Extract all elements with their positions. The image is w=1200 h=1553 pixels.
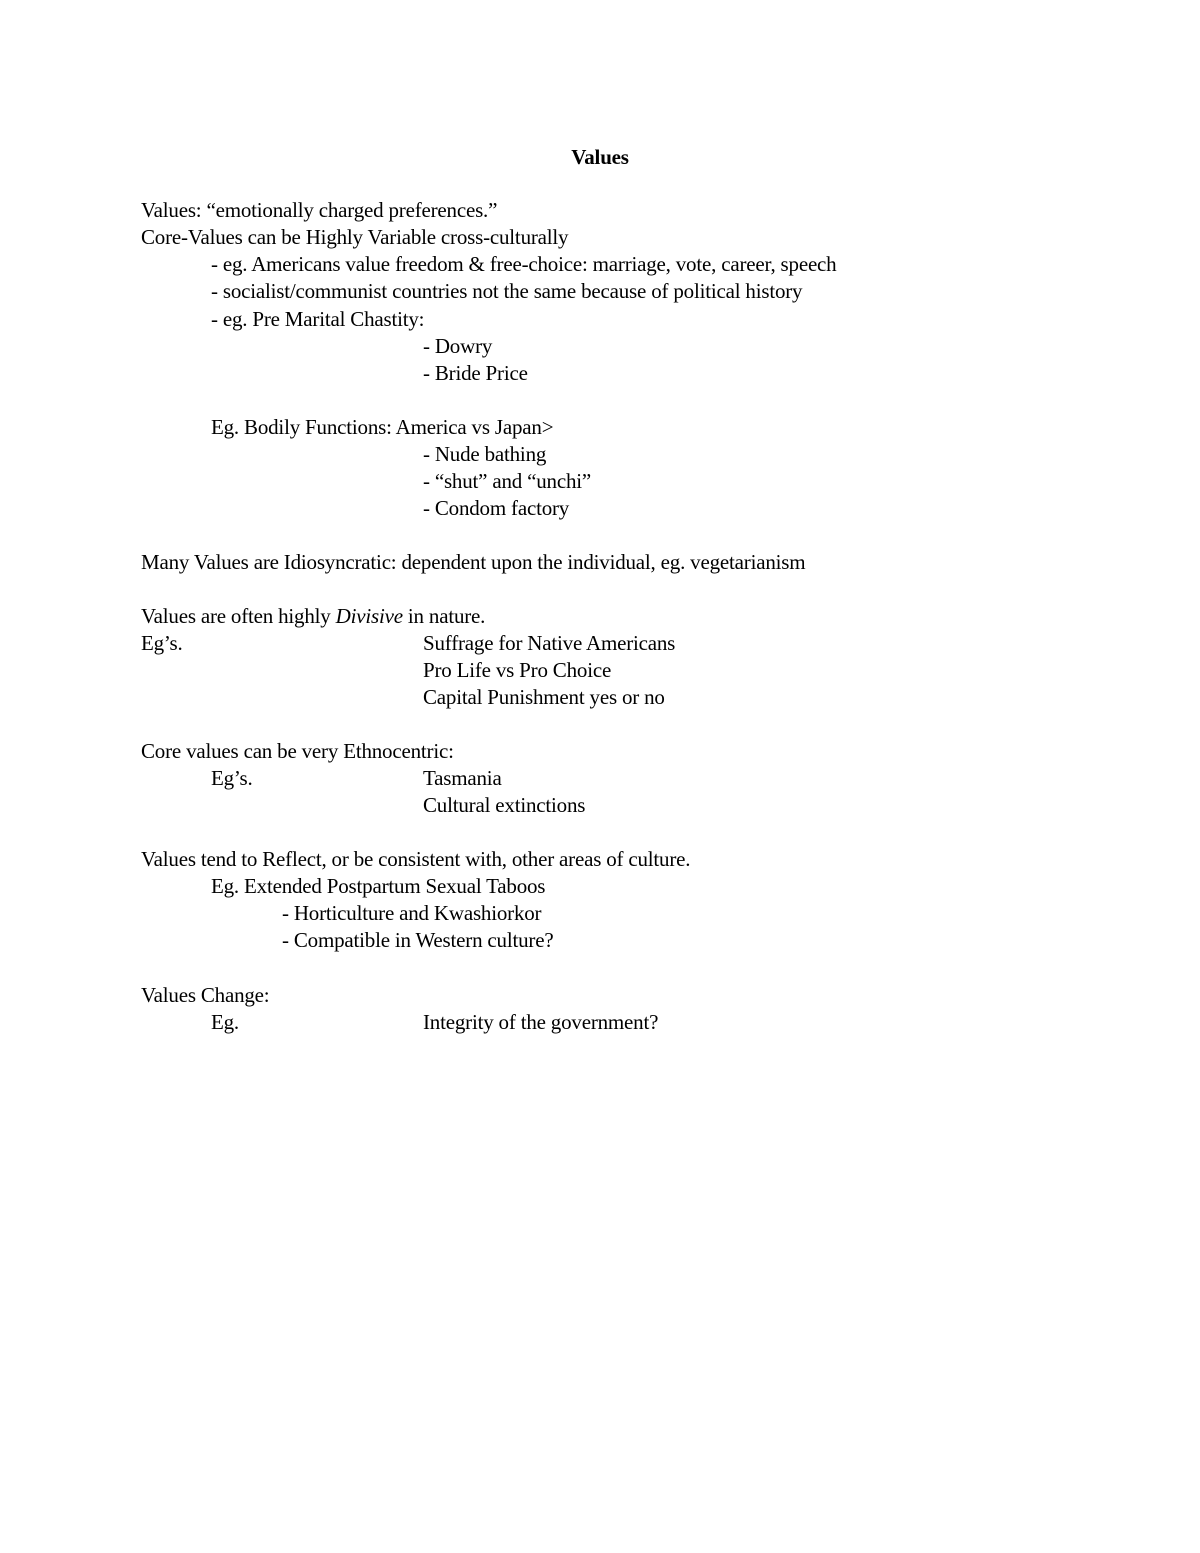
capital-punishment-item: Capital Punishment yes or no — [423, 685, 665, 709]
cultural-extinctions-item: Cultural extinctions — [423, 793, 586, 817]
idiosyncratic-line: Many Values are Idiosyncratic: dependent upon the individual, eg. vegetarianism — [141, 550, 806, 574]
change-eg-label: Eg. — [211, 1010, 239, 1034]
shut-unchi-item: - “shut” and “unchi” — [423, 469, 592, 493]
tasmania-item: Tasmania — [423, 766, 502, 790]
divisive-line — [141, 603, 485, 630]
compatible-item: - Compatible in Western culture? — [282, 928, 554, 952]
dowry-item: - Dowry — [423, 334, 493, 358]
socialist-countries-item: - socialist/communist countries not the same because of political history — [211, 279, 803, 303]
core-values-variable: Core-Values can be Highly Variable cross-culturally — [141, 225, 569, 249]
divisive-word: Divisive — [335, 604, 403, 628]
americans-freedom-item: - eg. Americans value freedom & free-choice: marriage, vote, career, speech — [211, 252, 837, 276]
divisive-prefix: Values are often highly — [141, 604, 336, 628]
nude-bathing-item: - Nude bathing — [423, 442, 547, 466]
reflect-line: Values tend to Reflect, or be consistent with, other areas of culture. — [141, 847, 691, 871]
page-title: Values — [571, 145, 629, 169]
postpartum-item: Eg. Extended Postpartum Sexual Taboos — [211, 874, 546, 898]
ethnocentric-line: Core values can be very Ethnocentric: — [141, 739, 454, 763]
condom-factory-item: - Condom factory — [423, 496, 570, 520]
bride-price-item: - Bride Price — [423, 361, 528, 385]
values-change-line: Values Change: — [141, 983, 270, 1007]
divisive-egs-label: Eg’s. — [141, 631, 183, 655]
divisive-suffix: in nature. — [402, 604, 486, 628]
bodily-functions-item: Eg. Bodily Functions: America vs Japan> — [211, 415, 554, 439]
horticulture-item: - Horticulture and Kwashiorkor — [282, 901, 542, 925]
suffrage-item: Suffrage for Native Americans — [423, 631, 676, 655]
pro-life-item: Pro Life vs Pro Choice — [423, 658, 612, 682]
integrity-item: Integrity of the government? — [423, 1010, 659, 1034]
values-definition: Values: “emotionally charged preferences.” — [141, 198, 498, 222]
ethnocentric-egs-label: Eg’s. — [211, 766, 253, 790]
pre-marital-item: - eg. Pre Marital Chastity: — [211, 307, 425, 331]
